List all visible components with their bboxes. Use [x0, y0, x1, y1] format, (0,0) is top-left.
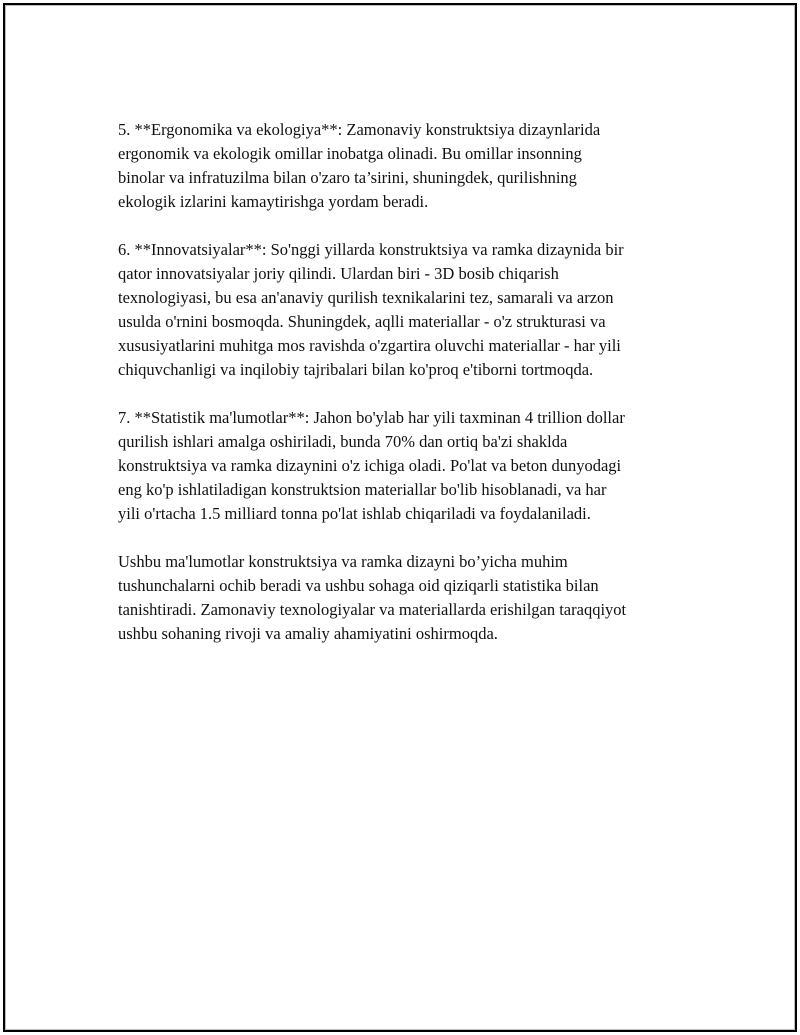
text-line: eng ko'p ishlatiladigan konstruktsion materiallar bo'lib hisoblanadi, va har	[118, 480, 607, 499]
text-line: chiquvchanligi va inqilobiy tajribalari bilan ko'proq e'tiborni tortmoqda.	[118, 360, 594, 379]
text-line: tanishtiradi. Zamonaviy texnologiyalar va materiallarda erishilgan taraqqiyot	[118, 600, 627, 619]
text-line: konstruktsiya va ramka dizaynini o'z ichiga oladi. Po'lat va beton dunyodagi	[118, 456, 622, 475]
paragraph-statistics	[118, 406, 758, 526]
text-line: ushbu sohaning rivoji va amaliy ahamiyatini oshirmoqda.	[118, 624, 498, 643]
text-line: usulda o'rnini bosmoqda. Shuningdek, aqlli materiallar - o'z strukturasi va	[118, 312, 606, 331]
text-line: xususiyatlarini muhitga mos ravishda o'zgartira oluvchi materiallar - har yili	[118, 336, 621, 355]
text-line: Ushbu ma'lumotlar konstruktsiya va ramka dizayni bo’yicha muhim	[118, 552, 568, 571]
paragraph-innovations	[118, 238, 758, 382]
text-line: yili o'rtacha 1.5 milliard tonna po'lat ishlab chiqariladi va foydalaniladi.	[118, 504, 591, 523]
text-line: qator innovatsiyalar joriy qilindi. Ulardan biri - 3D bosib chiqarish	[118, 264, 559, 283]
paragraph-ergonomics	[118, 118, 758, 214]
text-line: 7. **Statistik ma'lumotlar**: Jahon bo'ylab har yili taxminan 4 trillion dollar	[118, 408, 625, 427]
text-line: ergonomik va ekologik omillar inobatga olinadi. Bu omillar insonning	[118, 144, 582, 163]
text-line: binolar va infratuzilma bilan o'zaro ta’sirini, shuningdek, qurilishning	[118, 168, 577, 187]
text-line: ekologik izlarini kamaytirishga yordam beradi.	[118, 192, 429, 211]
paragraph-conclusion	[118, 550, 758, 646]
text-line: qurilish ishlari amalga oshiriladi, bunda 70% dan ortiq ba'zi shaklda	[118, 432, 568, 451]
document-body	[118, 118, 758, 670]
text-line: texnologiyasi, bu esa an'anaviy qurilish texnikalarini tez, samarali va arzon	[118, 288, 614, 307]
text-line: 5. **Ergonomika va ekologiya**: Zamonaviy konstruktsiya dizaynlarida	[118, 120, 601, 139]
text-line: tushunchalarni ochib beradi va ushbu sohaga oid qiziqarli statistika bilan	[118, 576, 599, 595]
text-line: 6. **Innovatsiyalar**: So'nggi yillarda konstruktsiya va ramka dizaynida bir	[118, 240, 624, 259]
